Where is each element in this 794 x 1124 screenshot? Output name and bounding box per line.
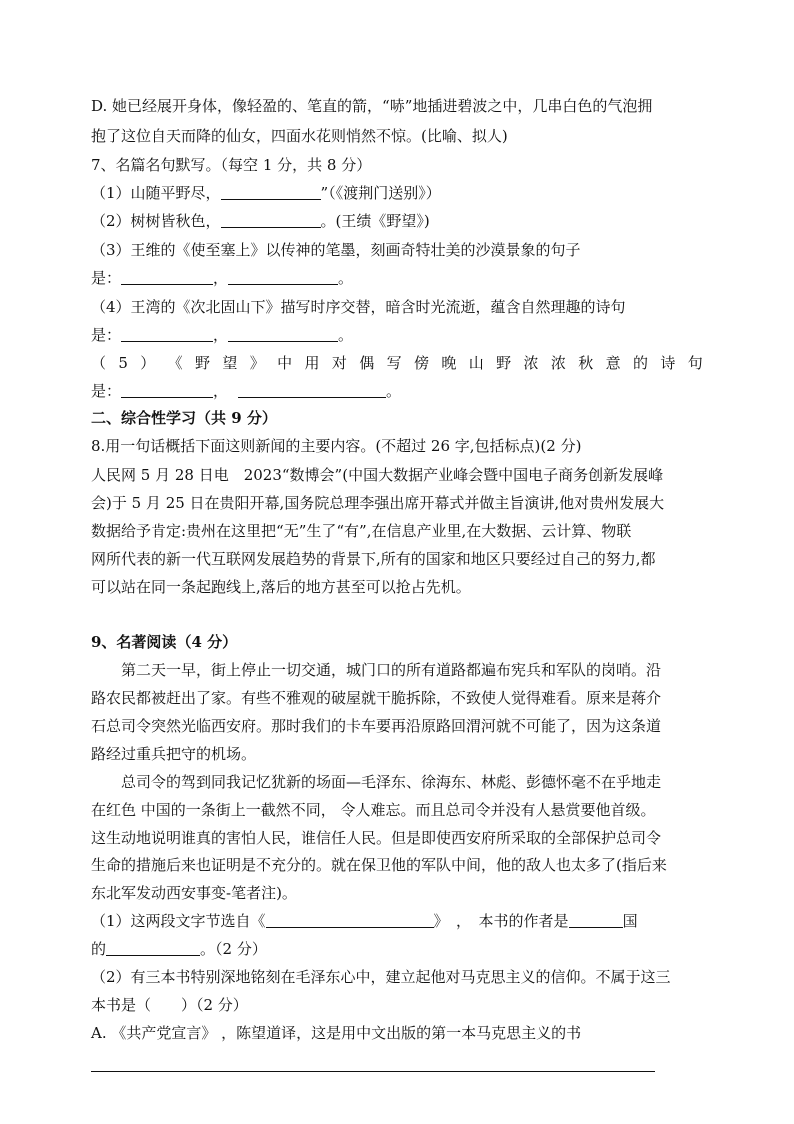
- period: 。: [338, 269, 354, 287]
- q7-5-char: ）: [140, 354, 156, 372]
- q7-5-char: 望: [222, 354, 238, 372]
- q7-5-char: 傍: [414, 354, 430, 372]
- q7-5-char: 《: [167, 354, 183, 372]
- q7-1-source: ”（《渡荆门送别》）: [320, 184, 441, 202]
- q7-2-prompt: （2）树树皆秋色，: [91, 212, 221, 230]
- answer-blank[interactable]: [238, 382, 386, 398]
- news-line: 可以站在同一条起跑线上,落后的地方甚至可以抢占先机。: [91, 578, 471, 596]
- comma: ，: [213, 382, 229, 400]
- is-label: 是：: [91, 326, 122, 344]
- passage-line: 路农民都被赶出了家。有些不雅观的破屋就干脆拆除，不致使人觉得难看。原来是蒋介: [91, 689, 662, 707]
- passage-line: 第二天一早，街上停止一切交通，城门口的所有道路都遍布宪兵和军队的岗哨。沿: [121, 661, 662, 679]
- q7-5-char: 写: [386, 354, 402, 372]
- q7-1-prompt: （1）山随平野尽，: [91, 184, 221, 202]
- passage-line: 总司令的驾到同我记忆犹新的场面—毛泽东、徐海东、林彪、彭德怀毫不在乎地走: [121, 773, 662, 791]
- q7-5-char: 野: [195, 354, 211, 372]
- passage-line: 石总司令突然光临西安府。那时我们的卡车要再沿原路回渭河就不可能了，因为这条道: [91, 717, 662, 735]
- passage-line: 东北军发动西安事变-笔者注)。: [91, 884, 297, 902]
- q7-5-char: 用: [304, 354, 320, 372]
- q9-1-country: 国: [622, 912, 638, 930]
- q7-2-source: 。(王绩《野望》): [320, 212, 430, 230]
- question-9-2-cont: 本书是（ ）（2 分）: [91, 996, 248, 1014]
- news-line: 网所代表的新一代互联网发展趋势的背景下,所有的国家和地区只要经过自己的努力,都: [91, 550, 656, 568]
- period: 。: [338, 326, 354, 344]
- q7-5-char: 偶: [359, 354, 375, 372]
- q7-5-char: 句: [687, 354, 703, 372]
- book-title-blank[interactable]: [266, 912, 434, 928]
- answer-blank[interactable]: [221, 184, 321, 200]
- q7-5-char: 5: [118, 354, 128, 372]
- question-7-4-answer: [91, 325, 353, 345]
- q7-5-char: 意: [605, 354, 621, 372]
- country-blank[interactable]: [569, 912, 623, 928]
- news-line: 人民网 5 月 28 日电 2023“数博会”(中国大数据产业峰会暨中国电子商务创新发展峰: [91, 466, 664, 484]
- question-7-1: [91, 183, 441, 203]
- news-line: 数据给予肯定:贵州在这里把“无”生了“有”,在信息产业里,在大数据、云计算、物联: [91, 522, 632, 540]
- q7-5-char: 诗: [660, 354, 676, 372]
- q9-1-score: 。（2 分）: [200, 940, 267, 958]
- q7-5-char: 》: [249, 354, 265, 372]
- question-9-1: [91, 911, 638, 931]
- question-9-2: （2）有三本书特别深地铭刻在毛泽东心中，建立起他对马克思主义的信仰。不属于这三: [91, 968, 671, 986]
- q9-1-author: 》 ， 本书的作者是: [433, 912, 569, 930]
- answer-blank[interactable]: [121, 382, 213, 398]
- q7-5-char: 浓: [523, 354, 539, 372]
- q7-5-char: 浓: [550, 354, 566, 372]
- q7-5-char: 山: [468, 354, 484, 372]
- question-9-heading: 9、名著阅读（4 分）: [91, 633, 238, 651]
- is-label: 是：: [91, 382, 122, 400]
- answer-blank[interactable]: [228, 326, 338, 342]
- passage-line: 生命的措施后来也证明是不充分的。就在保卫他的军队中间，他的敌人也太多了(指后来: [91, 856, 667, 874]
- answer-blank[interactable]: [121, 326, 213, 342]
- question-7-3: （3）王维的《使至塞上》以传神的笔墨，刻画奇特壮美的沙漠景象的句子: [91, 241, 581, 259]
- comma: ，: [213, 269, 229, 287]
- question-7-4: （4）王湾的《次北固山下》描写时序交替，暗含时光流逝，蕴含自然理趣的诗句: [91, 298, 626, 316]
- q7-5-char: 晚: [441, 354, 457, 372]
- question-7-title: 7、名篇名句默写。（每空 1 分，共 8 分）: [91, 156, 372, 174]
- section-2-heading: 二、综合性学习（共 9 分）: [91, 409, 277, 427]
- answer-blank[interactable]: [228, 269, 338, 285]
- q7-5-char: 中: [277, 354, 293, 372]
- question-9-1-cont: [91, 939, 267, 959]
- comma: ，: [213, 326, 229, 344]
- q9-1-de: 的: [91, 940, 107, 958]
- question-7-2: [91, 211, 430, 231]
- period: 。: [386, 382, 402, 400]
- question-7-5-answer: [91, 381, 401, 401]
- author-blank[interactable]: [106, 940, 200, 956]
- question-7-5: [91, 353, 703, 373]
- q7-5-char: 秋: [578, 354, 594, 372]
- q7-5-char: （: [91, 354, 107, 372]
- answer-blank[interactable]: [221, 212, 321, 228]
- news-line: 会)于 5 月 25 日在贵阳开幕,国务院总理李强出席开幕式并做主旨演讲,他对贵州发展大: [91, 494, 665, 512]
- option-a: A. 《共产党宣言》 ，陈望道译，这是用中文出版的第一本马克思主义的书: [91, 1024, 582, 1042]
- passage-line: 这生动地说明谁真的害怕人民，谁信任人民。但是即使西安府所采取的全部保护总司令: [91, 829, 662, 847]
- q7-5-char: 野: [496, 354, 512, 372]
- q7-5-char: 对: [331, 354, 347, 372]
- question-8: 8.用一句话概括下面这则新闻的主要内容。(不超过 26 字,包括标点)(2 分): [91, 437, 582, 455]
- q9-1-prompt: （1）这两段文字节选自《: [91, 912, 266, 930]
- is-label: 是：: [91, 269, 122, 287]
- answer-blank[interactable]: [121, 269, 213, 285]
- footer-divider: [91, 1071, 655, 1072]
- question-7-3-answer: [91, 268, 353, 288]
- option-d-line1: D. 她已经展开身体，像轻盈的、笔直的箭，“哧”地插进碧波之中，几串白色的气泡拥: [91, 97, 653, 115]
- option-d-line2: 抱了这位自天而降的仙女，四面水花则悄然不惊。(比喻、拟人): [91, 127, 508, 145]
- passage-line: 路经过重兵把守的机场。: [91, 745, 257, 763]
- q7-5-char: 的: [633, 354, 649, 372]
- passage-line: 在红色 中国的一条街上一截然不同， 令人难忘。而且总司令并没有人悬赏要他首级。: [91, 801, 656, 819]
